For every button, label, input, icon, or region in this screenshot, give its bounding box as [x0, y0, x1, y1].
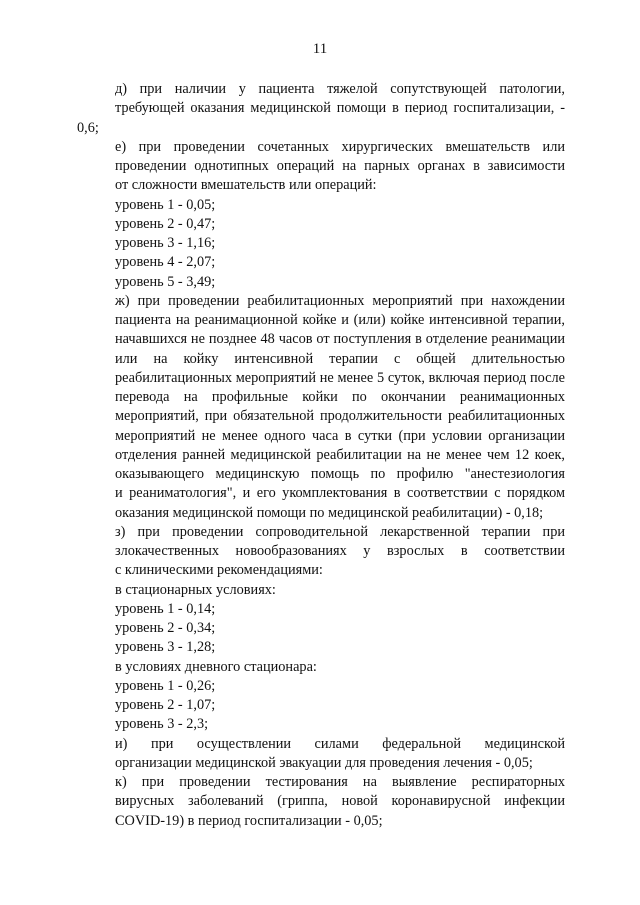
paragraph-line: от сложности вмешательств или операций:	[115, 177, 377, 194]
list-item: уровень 5 - 3,49;	[115, 273, 216, 290]
paragraph-line: организации медицинской эвакуации для проведения лечения - 0,05;	[115, 754, 533, 771]
paragraph-line: начавшихся не позднее 48 часов от поступления в отделение реанимации	[115, 331, 565, 348]
paragraph-line: требующей оказания медицинской помощи в период госпитализации, - 0,6;	[77, 100, 565, 136]
list-item: уровень 3 - 1,28;	[115, 639, 216, 656]
paragraph	[77, 523, 565, 581]
paragraph-line: с клиническими рекомендациями:	[115, 562, 323, 579]
paragraph-line: оказания медицинской помощи по медицинской реабилитации) - 0,18;	[115, 504, 544, 521]
paragraph-line: оказывающего медицинскую помощь по профилю "анестезиология	[115, 466, 565, 482]
paragraph-line: мероприятий не менее одного часа в сутки (при условии организации	[115, 427, 565, 444]
list-item: уровень 2 - 0,34;	[115, 620, 216, 636]
paragraph-line: и) при осуществлении силами федеральной медицинской	[115, 735, 565, 752]
paragraph-line: мероприятий, при обязательной продолжительности реабилитационных	[115, 408, 565, 425]
list-item: уровень 2 - 1,07;	[115, 697, 216, 713]
list-item: уровень 1 - 0,26;	[115, 677, 216, 694]
list-item: в стационарных условиях:	[115, 581, 276, 598]
paragraph	[77, 80, 565, 138]
list-item: уровень 1 - 0,05;	[115, 196, 216, 213]
paragraph	[77, 773, 565, 831]
list-item: уровень 1 - 0,14;	[115, 600, 216, 617]
paragraph-line: проведении однотипных операций на парных органах в зависимости	[115, 158, 565, 174]
paragraph-line: и реаниматология", и его укомплектования в соответствии с порядком	[115, 485, 565, 502]
list-item: уровень 3 - 1,16;	[115, 235, 216, 251]
paragraph-line: или на койку интенсивной терапии с общей длительностью	[115, 350, 565, 367]
paragraph-line: злокачественных новообразованиях у взрослых в соответствии	[115, 543, 565, 559]
paragraph-line: з) при проведении сопроводительной лекарственной терапии при	[115, 523, 565, 540]
list-item: в условиях дневного стационара:	[115, 658, 317, 675]
paragraph-line: вирусных заболеваний (гриппа, новой коронавирусной инфекции	[115, 793, 565, 810]
page-number: 11	[312, 41, 328, 57]
paragraph	[77, 292, 565, 523]
list-item: уровень 4 - 2,07;	[115, 254, 216, 271]
paragraph	[77, 138, 565, 196]
list-item: уровень 3 - 2,3;	[115, 716, 209, 733]
paragraph-line: отделения ранней медицинской реабилитации на не менее чем 12 коек,	[115, 446, 565, 463]
paragraph-line: ж) при проведении реабилитационных мероприятий при нахождении	[115, 292, 565, 309]
paragraph-line: д) при наличии у пациента тяжелой сопутствующей патологии,	[115, 81, 565, 97]
paragraph	[77, 735, 565, 774]
list-item: уровень 2 - 0,47;	[115, 215, 216, 232]
paragraph-line: реабилитационных мероприятий не менее 5 суток, включая период после	[115, 369, 565, 386]
paragraph-line: к) при проведении тестирования на выявление респираторных	[115, 774, 565, 790]
paragraph-line: е) при проведении сочетанных хирургических вмешательств или	[115, 138, 565, 155]
document-body	[77, 80, 565, 831]
paragraph-line: перевода на профильные койки по окончании реанимационных	[115, 389, 565, 405]
paragraph-line: COVID-19) в период госпитализации - 0,05;	[115, 812, 383, 829]
paragraph-line: пациента на реанимационной койке и (или) койке интенсивной терапии,	[115, 312, 565, 328]
